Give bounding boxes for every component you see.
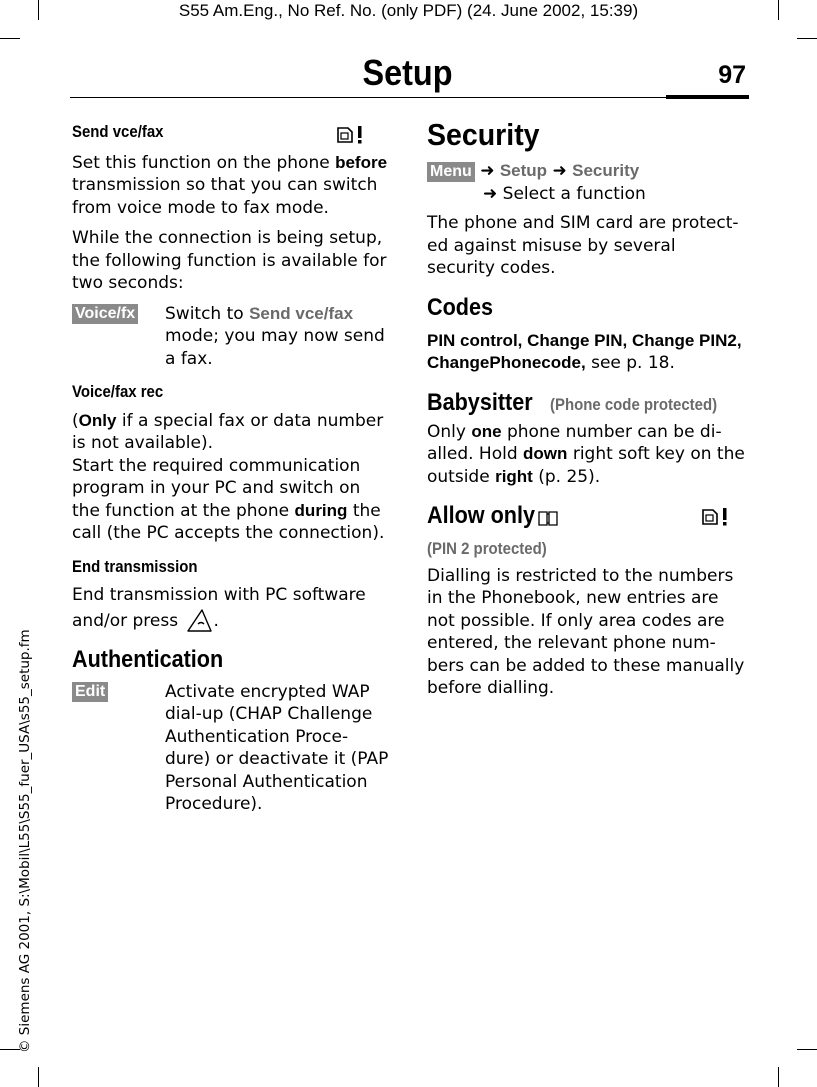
menu-path-security[interactable]: Security xyxy=(572,161,640,180)
arrow-icon: ➜ xyxy=(483,183,498,204)
arrow-icon: ➜ xyxy=(480,161,495,181)
codes-keywords: PIN control, Change PIN, Change PIN2, ChangePhonecode, xyxy=(427,330,742,372)
allow-only-subheading: (PIN 2 protected) xyxy=(427,539,547,558)
left-column xyxy=(72,121,390,816)
arrow-icon: ➜ xyxy=(552,161,567,181)
text-run: right soft key on the outside xyxy=(427,444,745,487)
security-menu-path xyxy=(427,160,745,183)
voice-fx-softkey[interactable]: Voice/fx xyxy=(72,304,138,324)
babysitter-para xyxy=(427,421,745,489)
security-para: The phone and SIM card are protect-ed against misuse by several security codes. xyxy=(427,213,739,278)
keyword-only: Only xyxy=(78,410,117,430)
crop-mark xyxy=(38,1067,39,1087)
keyword-right: right xyxy=(495,466,533,486)
text-run: ( xyxy=(72,410,79,431)
edit-description: Activate encrypted WAP dial-up (CHAP Challenge Authentication Proce-dure) or deactivate it (PAP Personal Authentication Procedure). xyxy=(165,681,389,814)
codes-para xyxy=(427,330,745,375)
allow-only-para: Dialling is restricted to the numbers in the Phonebook, new entries are not possible. If only area codes are entered, the relevant phone num-bers can be added to these manually before dialling. xyxy=(427,565,745,698)
send-vce-fax-para-1 xyxy=(72,152,390,220)
text-run: Start the required communication program in your PC and switch on the function at the phone xyxy=(72,455,361,521)
text-run: the call (the PC accepts the connection). xyxy=(72,500,385,543)
menu-path-setup[interactable]: Setup xyxy=(499,161,548,180)
voice-fax-rec-para-1 xyxy=(72,410,390,455)
keyword-down: down xyxy=(523,444,568,463)
header-rule xyxy=(70,97,670,98)
security-heading: Security xyxy=(427,117,540,152)
edit-softkey[interactable]: Edit xyxy=(72,682,108,702)
text-run: if a special fax or data number is not available). xyxy=(72,410,384,453)
select-function-text: Select a function xyxy=(502,183,646,204)
text-run: see p. 18. xyxy=(585,353,675,373)
text-run: transmission so that you can switch from voice mode to fax mode. xyxy=(72,175,378,218)
sim-dependent-icon xyxy=(699,504,731,528)
keyword-before: before xyxy=(335,152,388,172)
crop-mark xyxy=(0,38,20,39)
select-function-line xyxy=(427,183,745,206)
end-transmission-para xyxy=(72,584,390,633)
keyword-one: one xyxy=(471,421,502,441)
send-vce-fax-heading: Send vce/fax xyxy=(72,122,164,141)
voice-fax-rec-heading: Voice/fax rec xyxy=(72,382,164,401)
end-call-key-icon xyxy=(184,607,214,633)
edit-definition xyxy=(72,681,390,816)
babysitter-heading: Babysitter xyxy=(427,388,533,416)
text-run: (p. 25). xyxy=(532,466,601,487)
send-vce-fax-para-2: While the connection is being setup, the following function is available for two seconds: xyxy=(72,228,387,293)
babysitter-subheading: (Phone code protected) xyxy=(549,394,717,414)
voice-fx-definition xyxy=(72,303,390,371)
side-copyright-note: © Siemens AG 2001, S:\Mobil\L55\S55_fuer_USA\s55_setup.fm xyxy=(17,629,33,1053)
send-vce-fax-section xyxy=(72,121,390,144)
allow-only-heading: Allow only xyxy=(427,502,535,529)
text-run: phone number can be di-alled. Hold xyxy=(427,421,722,464)
voice-fx-description xyxy=(165,303,390,371)
right-column xyxy=(427,118,745,700)
text-run: Only xyxy=(427,421,472,442)
sim-dependent-icon xyxy=(334,122,366,146)
keyword-send-vce-fax: Send vce/fax xyxy=(249,303,354,323)
codes-heading: Codes xyxy=(427,293,494,321)
menu-softkey[interactable]: Menu xyxy=(427,162,475,182)
crop-mark xyxy=(797,1049,817,1050)
text-run: Switch to xyxy=(165,303,250,324)
text-run: . xyxy=(213,610,219,631)
text-run: Set this function on the phone xyxy=(72,152,336,173)
crop-mark xyxy=(778,1067,779,1087)
text-run: End transmission with PC software and/or press xyxy=(72,585,366,631)
allow-only-heading-row xyxy=(427,502,745,530)
page-number: 97 xyxy=(718,61,746,89)
phonebook-icon xyxy=(537,509,559,527)
end-transmission-heading: End transmission xyxy=(72,556,198,576)
page-title: Setup xyxy=(362,52,453,93)
authentication-heading: Authentication xyxy=(72,645,224,673)
header-rule-thick xyxy=(666,95,749,99)
crop-mark xyxy=(797,38,817,39)
running-head: S55 Am.Eng., No Ref. No. (only PDF) (24. June 2002, 15:39) xyxy=(178,1,639,20)
text-run: mode; you may now send a fax. xyxy=(165,326,385,369)
keyword-during: during xyxy=(294,500,348,520)
voice-fax-rec-para-2 xyxy=(72,455,390,545)
